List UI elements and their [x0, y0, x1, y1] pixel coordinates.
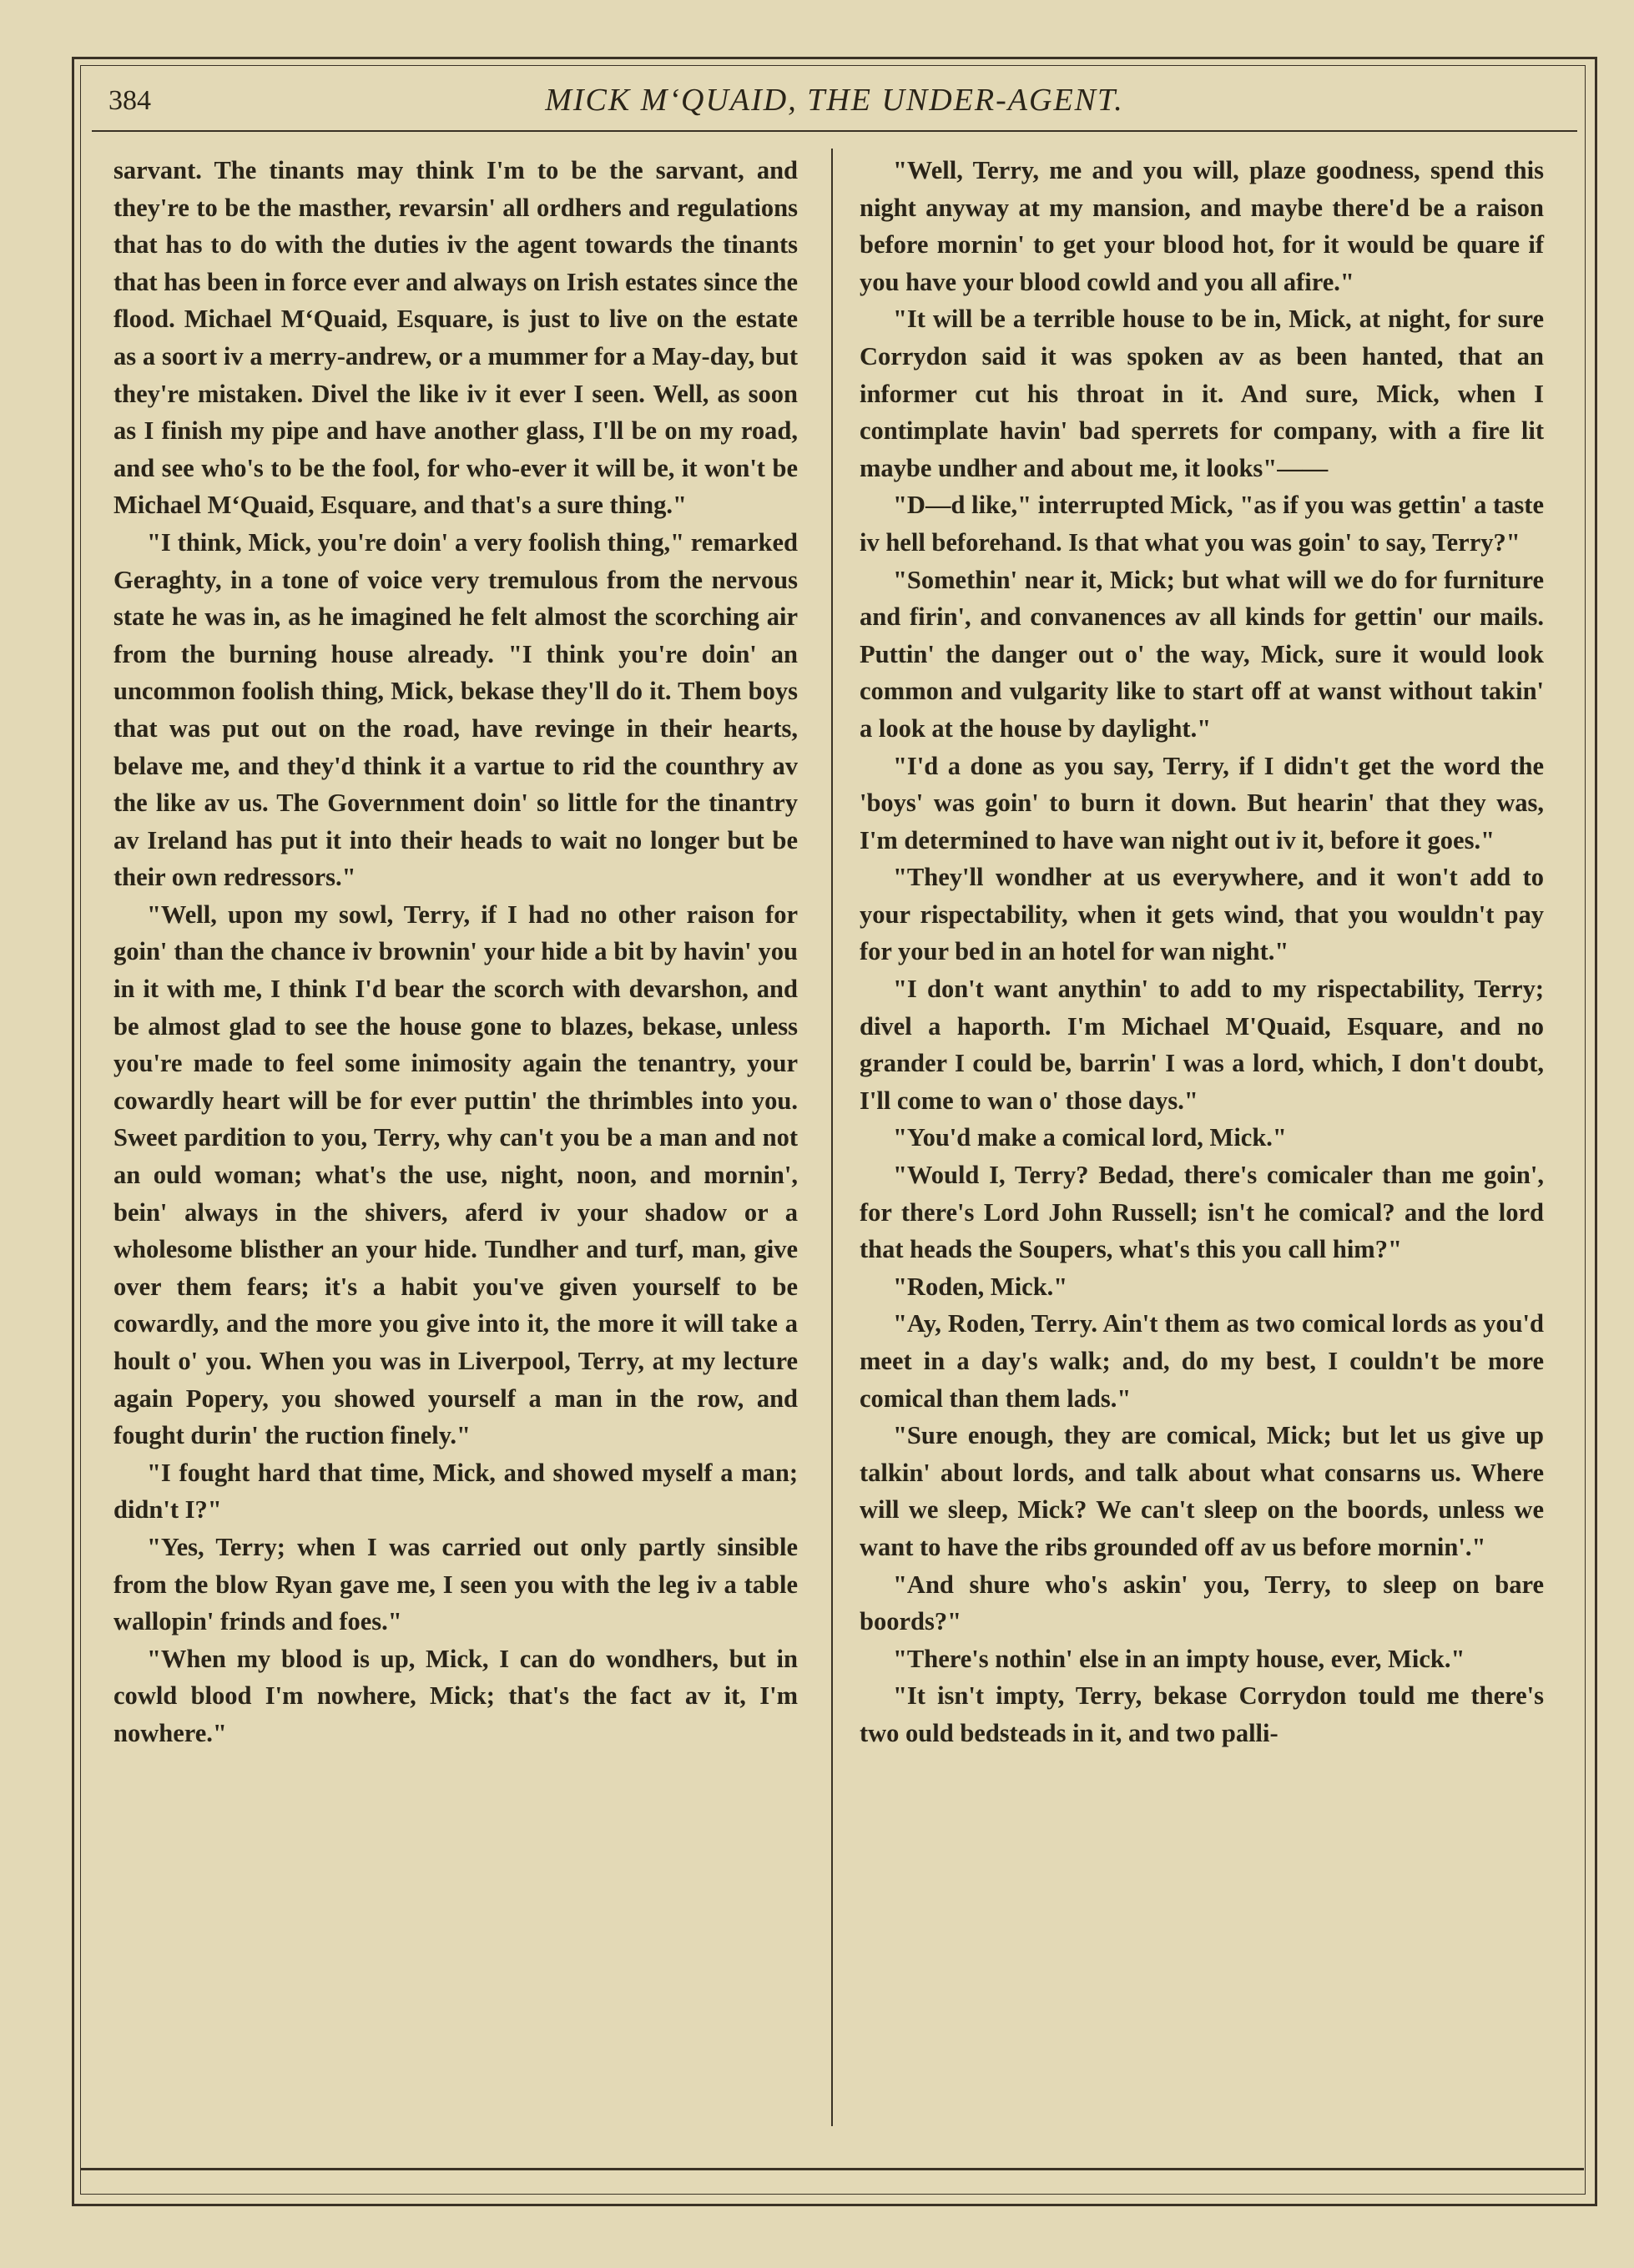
paragraph: "I'd a done as you say, Terry, if I didn't get the word the 'boys' was goin' to burn it down. But hearin' that they was, I'm determined to have wan night out iv it, before it goes." [860, 751, 1544, 854]
paragraph: "There's nothin' else in an impty house, ever, Mick." [893, 1644, 1465, 1673]
right-column [860, 152, 1544, 2088]
paragraph: "You'd make a comical lord, Mick." [893, 1123, 1287, 1152]
page-header [92, 80, 1577, 130]
paragraph: sarvant. The tinants may think I'm to be the sarvant, and they're to be the masther, revarsin' all ordhers and regulations that has to do with the duties iv the agent towards the tinants that has been in force ever and always on Irish estates since the flood. Michael M‘Quaid, Esquare, is just to live on the estate as a soort iv a merry-andrew, or a mummer for a May-day, but they're mistaken. Divel the like iv it ever I seen. Well, as soon as I finish my pipe and have another glass, I'll be on my road, and see who's to be the fool, for who-ever it will be, it won't be Michael M‘Quaid, Esquare, and that's a sure thing." [113, 156, 798, 520]
paragraph: "And shure who's askin' you, Terry, to sleep on bare boords?" [860, 1570, 1544, 1636]
paragraph: "Well, Terry, me and you will, plaze goodness, spend this night anyway at my mansion, and maybe there'd be a raison before mornin' to get your blood hot, for it would be quare if you have your blood cowld and you all afire." [860, 156, 1544, 296]
paragraph: "Would I, Terry? Bedad, there's comicaler than me goin', for there's Lord John Russell; isn't he comical? and the lord that heads the Soupers, what's this you call him?" [860, 1161, 1544, 1264]
header-rule [92, 130, 1577, 132]
paragraph: "I think, Mick, you're doin' a very foolish thing," remarked Geraghty, in a tone of voice very tremulous from the nervous state he was in, as he imagined he felt almost the scorching air from the burning house already. "I think you're doin' an uncommon foolish thing, Mick, bekase they'll do it. Them boys that was put out on the road, have revinge in their hearts, belave me, and they'd think it a vartue to rid the counthry av the like av us. The Government doin' so little for the tinantry av Ireland has put it into their heads to wait no longer but be their own redressors." [113, 527, 798, 892]
paragraph: "Well, upon my sowl, Terry, if I had no other raison for goin' than the chance iv brownin' your hide a bit by havin' you in it with me, I think I'd bear the scorch with devarshon, and be almost glad to see the house gone to blazes, bekase, unless you're made to feel some inimosity again the tenantry, your cowardly heart will be for ever puttin' the thrimbles into you. Sweet pardition to you, Terry, why can't you be a man and not an ould woman; what's the use, night, noon, and mornin', bein' always in the shivers, aferd iv your shadow or a wholesome blisther an your hide. Tundher and turf, man, give over them fears; it's a habit you've given yourself to be cowardly, and the more you give into it, the more it will take a hoult o' you. When you was in Liverpool, Terry, at my lecture again Popery, you showed yourself a man in the row, and fought durin' the ruction finely." [113, 900, 798, 1450]
paragraph: "Sure enough, they are comical, Mick; but let us give up talkin' about lords, and talk about what consarns us. Where will we sleep, Mick? We can't sleep on the boords, unless we want to have the ribs grounded off av us before mornin'." [860, 1421, 1544, 1561]
paragraph: "Yes, Terry; when I was carried out only partly sinsible from the blow Ryan gave me, I seen you with the leg iv a table wallopin' frinds and foes." [113, 1532, 798, 1636]
left-column [113, 152, 798, 2088]
paragraph: "They'll wondher at us everywhere, and it won't add to your rispectability, when it gets wind, that you wouldn't pay for your bed in an hotel for wan night." [860, 863, 1544, 966]
running-title: MICK M‘QUAID, THE UNDER-AGENT. [545, 83, 1124, 118]
page-number: 384 [108, 85, 151, 116]
paragraph: "I don't want anythin' to add to my rispectability, Terry; divel a haporth. I'm Michael M'Quaid, Esquare, and no grander I could be, barrin' I was a lord, which, I don't doubt, I'll come to wan o' those days." [860, 975, 1544, 1115]
paragraph: "Ay, Roden, Terry. Ain't them as two comical lords as you'd meet in a day's walk; and, do my best, I couldn't be more comical than them lads." [860, 1309, 1544, 1413]
paragraph: "I fought hard that time, Mick, and showed myself a man; didn't I?" [113, 1458, 798, 1525]
column-divider [831, 149, 833, 2126]
paragraph: "Roden, Mick." [893, 1272, 1068, 1301]
paragraph: "D—d like," interrupted Mick, "as if you was gettin' a taste iv hell beforehand. Is that what you was goin' to say, Terry?" [860, 491, 1544, 557]
paragraph: "It will be a terrible house to be in, Mick, at night, for sure Corrydon said it was spoken av as been hanted, that an informer cut his throat in it. And sure, Mick, when I contimplate havin' bad sperrets for company, with a fire lit maybe undher and about me, it looks"—— [860, 305, 1544, 482]
paragraph: "When my blood is up, Mick, I can do wondhers, but in cowld blood I'm nowhere, Mick; that's the fact av it, I'm nowhere." [113, 1644, 798, 1747]
paragraph: "It isn't impty, Terry, bekase Corrydon tould me there's two ould bedsteads in it, and two palli- [860, 1681, 1544, 1747]
paragraph: "Somethin' near it, Mick; but what will we do for furniture and firin', and convanences av all kinds for gettin' our mails. Puttin' the danger out o' the way, Mick, sure it would look common and vulgarity like to start off at wanst without takin' a look at the house by daylight." [860, 565, 1544, 743]
bottom-rule [80, 2168, 1584, 2170]
